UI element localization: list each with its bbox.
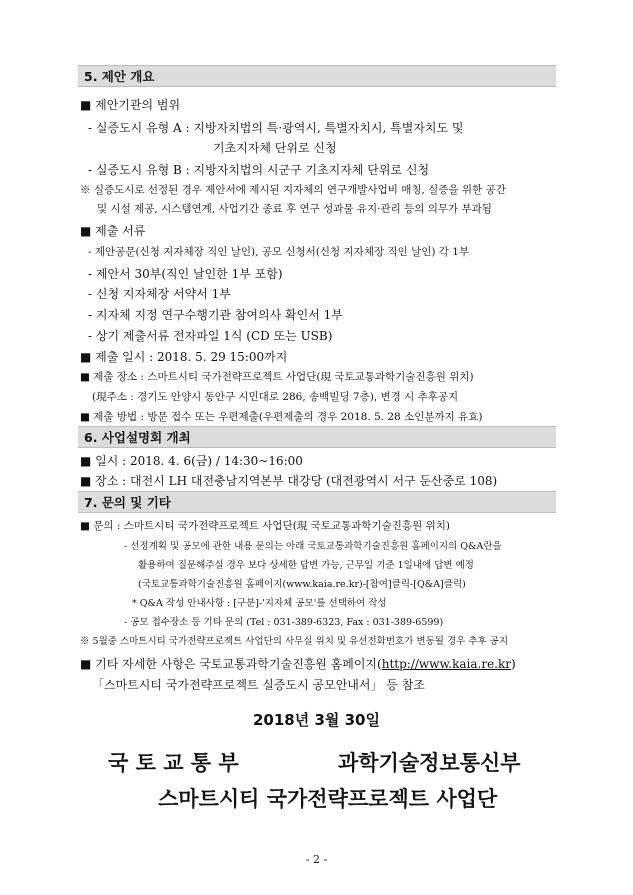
proposer-scope-heading: ■ 제안기관의 범위: [80, 98, 181, 112]
submission-date: ■ 제출 일시 : 2018. 5. 29 15:00까지: [80, 350, 288, 364]
etc-reference: 「스마트시티 국가전략프로젝트 실증도시 공모안내서」 등 참조: [92, 678, 425, 692]
etc-line: [80, 656, 516, 672]
section-6-header: 6. 사업설명회 개최: [78, 426, 556, 448]
obligation-note: ※ 실증도시로 선정된 경우 제안서에 제시된 지자체의 연구개발사업비 매칭, 실증을 위한 공간: [80, 184, 506, 196]
type-b-line: - 실증도시 유형 B : 지방자치법의 시군구 기초지자체 단위로 신청: [88, 163, 430, 177]
doc-item-1: - 제안공문(신청 지자체장 직인 날인), 공모 신청서(신청 지자체장 직인 날인) 각 1부: [88, 246, 470, 258]
etc-line-text: ■ 기타 자세한 사항은 국토교통과학기술진흥원 홈페이지(: [80, 657, 382, 671]
section-7-header: 7. 문의 및 기타: [78, 491, 556, 513]
etc-line-close: ): [511, 657, 516, 671]
documents-heading: ■ 제출 서류: [80, 224, 146, 238]
org-msit: 과학기술정보통신부: [338, 751, 521, 775]
briefing-time: ■ 일시 : 2018. 4. 6(금) / 14:30~16:00: [80, 454, 303, 468]
qna-guide-cont: 활용하여 질문해주실 경우 보다 상세한 답변 가능, 근무일 기준 1일내에 답변 예정: [138, 560, 474, 571]
qna-instruction: * Q&A 작성 안내사항 : [구분]-'지자체 공모'를 선택하여 작성: [132, 598, 387, 609]
office-change-note: ※ 5월중 스마트시티 국가전략프로젝트 사업단의 사무실 위치 및 유선전화번호가 변동될 경우 추후 공지: [80, 636, 509, 647]
org-molit: 국 토 교 통 부: [108, 751, 239, 775]
submission-place: ■ 제출 장소 : 스마트시티 국가전략프로젝트 사업단(現 국토교통과학기술진흥원 위치): [80, 371, 474, 383]
section-5-header: 5. 제안 개요: [78, 65, 556, 87]
submission-method: ■ 제출 방법 : 방문 접수 또는 우편제출(우편제출의 경우 2018. 5. 28 소인분까지 유효): [80, 411, 483, 423]
submission-address: (現주소 : 경기도 안양시 동안구 시민대로 286, 송백빌딩 7층), 변경 시 추후공지: [92, 391, 459, 403]
doc-item-5: - 상기 제출서류 전자파일 1식 (CD 또는 USB): [88, 329, 333, 343]
contact-line: - 공모 접수장소 등 기타 문의 (Tel : 031-389-6323, Fax : 031-389-6599): [124, 617, 444, 628]
obligation-note-cont: 및 시설 제공, 시스템연계, 사업기간 종료 후 연구 성과물 유지·관리 등의 의무가 부과됨: [97, 203, 492, 215]
qna-guide: - 선정계획 및 공모에 관한 내용 문의는 아래 국토교통과학기술진흥원 홈페이지의 Q&A란을: [124, 541, 502, 552]
issue-date: 2018년 3월 30일: [253, 711, 380, 729]
page-number: - 2 -: [305, 853, 328, 866]
kaia-homepage-link[interactable]: http://www.kaia.re.kr: [381, 657, 511, 671]
doc-item-2: - 제안서 30부(직인 날인한 1부 포함): [88, 267, 283, 281]
qna-path: (국토교통과학기술진흥원 홈페이지(www.kaia.re.kr)-[참여]클릭-[Q&A]클릭): [138, 579, 466, 590]
briefing-place: ■ 장소 : 대전시 LH 대전충남지역본부 대강당 (대전광역시 서구 둔산중로 108): [80, 474, 498, 488]
inquiry-line: ■ 문의 : 스마트시티 국가전략프로젝트 사업단(現 국토교통과학기술진흥원 위치): [80, 520, 450, 532]
type-a-line-cont: 기초지자체 단위로 신청: [213, 141, 337, 155]
org-smartcity-agency: 스마트시티 국가전략프로젝트 사업단: [158, 787, 498, 811]
doc-item-4: - 지자체 지정 연구수행기관 참여의사 확인서 1부: [88, 308, 343, 322]
doc-item-3: - 신청 지자체장 서약서 1부: [88, 287, 231, 301]
type-a-line: - 실증도시 유형 A : 지방자치법의 특·광역시, 특별자치시, 특별자치도 및: [88, 121, 464, 135]
